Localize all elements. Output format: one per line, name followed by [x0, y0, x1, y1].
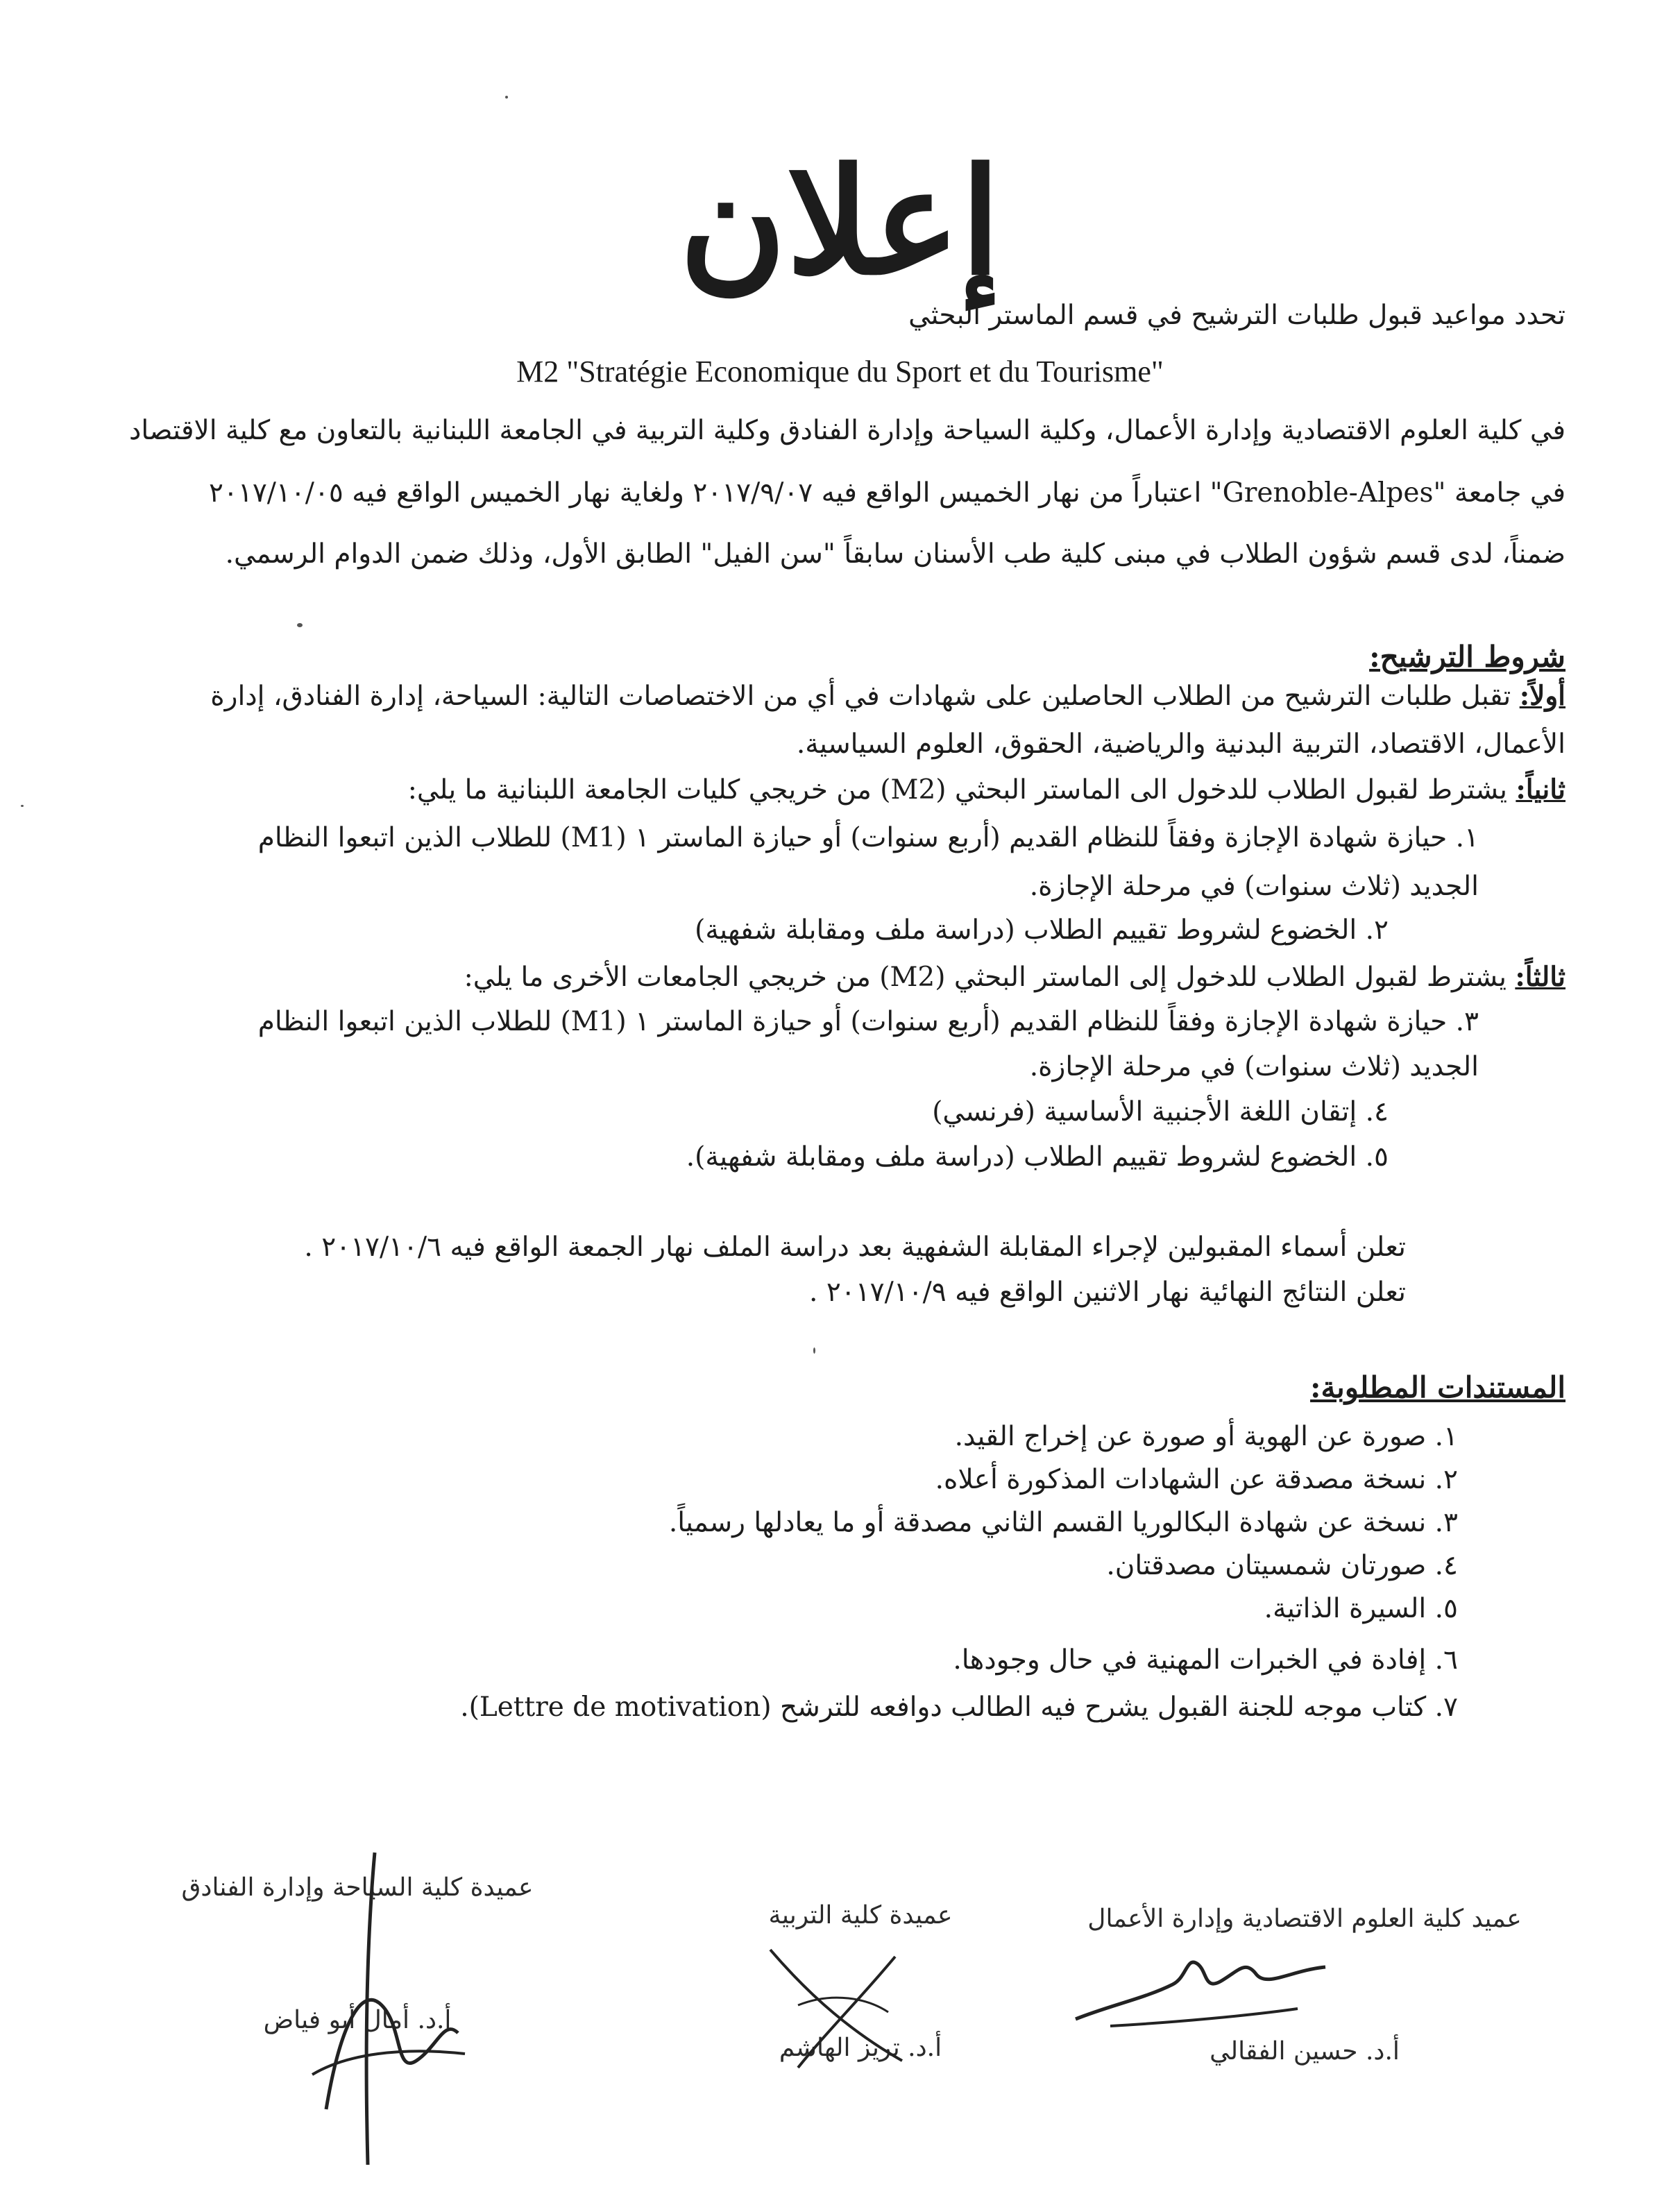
scan-speck [21, 805, 24, 807]
condition-first-label: أولاً: [1519, 680, 1566, 712]
handwritten-signature-tourism [298, 1846, 479, 2172]
signature-name-economics: أ.د. حسين الفقالي [1210, 2037, 1400, 2066]
announcement-results: تعلن النتائج النهائية نهار الاثنين الواقع فيه ٢٠١٧/١٠/٩ . [809, 1277, 1406, 1308]
scan-speck [505, 96, 508, 99]
condition-third-label: ثالثاً: [1515, 961, 1566, 993]
document-item-6: ٦. إفادة في الخبرات المهنية في حال وجودها. [953, 1644, 1458, 1676]
condition-second [408, 774, 1566, 807]
document-item-5: ٥. السيرة الذاتية. [1264, 1593, 1458, 1624]
condition-second-item-1: ١. حيازة شهادة الإجازة وفقاً للنظام القديم (أربع سنوات) أو حيازة الماستر ١ (M1) للطلاب الذين اتبعوا النظام [257, 822, 1479, 853]
condition-first-cont: الأعمال، الاقتصاد، التربية البدنية والرياضية، الحقوق، العلوم السياسية. [796, 729, 1566, 760]
paragraph-line-3: ضمناً، لدى قسم شؤون الطلاب في مبنى كلية طب الأسنان سابقاً "سن الفيل" الطابق الأول، وذلك ضمن الدوام الرسمي. [225, 538, 1566, 570]
condition-third [464, 961, 1566, 994]
conditions-heading: شروط الترشيح: [1369, 640, 1566, 674]
condition-second-intro: يشترط لقبول الطلاب للدخول الى الماستر البحثي (M2) من خريجي كليات الجامعة اللبنانية ما يلي: [407, 774, 1507, 806]
condition-first-text: تقبل طلبات الترشيح من الطلاب الحاصلين على شهادات في أي من الاختصاصات التالية: السياحة، إدارة الفنادق، إدارة [210, 681, 1511, 712]
handwritten-signature-economics [1069, 1943, 1332, 2033]
condition-third-item-3-cont: الجديد (ثلاث سنوات) في مرحلة الإجازة. [1029, 1051, 1479, 1082]
signature-title-economics: عميد كلية العلوم الاقتصادية وإدارة الأعمال [1087, 1905, 1522, 1933]
document-item-4: ٤. صورتان شمسيتان مصدقتان. [1106, 1550, 1458, 1581]
document-item-3: ٣. نسخة عن شهادة البكالوريا القسم الثاني مصدقة أو ما يعادلها رسمياً. [668, 1507, 1458, 1538]
scan-speck [813, 1347, 815, 1354]
condition-first [210, 680, 1566, 713]
condition-third-item-3: ٣. حيازة شهادة الإجازة وفقاً للنظام القديم (أربع سنوات) أو حيازة الماستر ١ (M1) للطلاب الذين اتبعوا النظام [257, 1006, 1479, 1037]
document-item-1: ١. صورة عن الهوية أو صورة عن إخراج القيد. [954, 1421, 1458, 1452]
condition-third-item-5: ٥. الخضوع لشروط تقييم الطلاب (دراسة ملف ومقابلة شفهية). [686, 1141, 1389, 1173]
signature-title-tourism: عميدة كلية السياحة وإدارة الفنادق [181, 1873, 534, 1902]
document-item-2: ٢. نسخة مصدقة عن الشهادات المذكورة أعلاه. [935, 1464, 1458, 1495]
signature-name-education: أ.د. تريز الهاشم [779, 2034, 942, 2062]
condition-second-item-2: ٢. الخضوع لشروط تقييم الطلاب (دراسة ملف ومقابلة شفهية) [695, 914, 1389, 946]
announcement-interview: تعلن أسماء المقبولين لإجراء المقابلة الشفهية بعد دراسة الملف نهار الجمعة الواقع فيه ٢٠١٧/١٠/٦ . [304, 1232, 1406, 1263]
signature-title-education: عميدة كلية التربية [768, 1901, 953, 1930]
document-title: إعلان [679, 136, 1001, 307]
scan-speck [297, 623, 303, 627]
condition-second-item-1-cont: الجديد (ثلاث سنوات) في مرحلة الإجازة. [1029, 871, 1479, 902]
program-name: M2 "Stratégie Economique du Sport et du Tourisme" [516, 355, 1164, 389]
paragraph-line-2: في جامعة "Grenoble-Alpes" اعتباراً من نهار الخميس الواقع فيه ٢٠١٧/٩/٠٧ ولغاية نهار الخميس الواقع فيه ٢٠١٧/١٠/٠٥ [208, 477, 1566, 509]
document-item-7: ٧. كتاب موجه للجنة القبول يشرح فيه الطالب دوافعه للترشح (Lettre de motivation). [460, 1692, 1458, 1723]
condition-second-label: ثانياً: [1516, 774, 1566, 806]
documents-heading: المستندات المطلوبة: [1310, 1370, 1566, 1404]
intro-line: تحدد مواعيد قبول طلبات الترشيح في قسم الماستر البحثي [908, 300, 1566, 331]
condition-third-intro: يشترط لقبول الطلاب للدخول إلى الماستر البحثي (M2) من خريجي الجامعات الأخرى ما يلي: [464, 962, 1507, 993]
handwritten-signature-education [756, 1936, 923, 2075]
condition-third-item-4: ٤. إتقان اللغة الأجنبية الأساسية (فرنسي) [932, 1096, 1389, 1127]
signature-name-tourism: أ.د. أمال أبو فياض [263, 2006, 452, 2034]
paragraph-line-1: في كلية العلوم الاقتصادية وإدارة الأعمال، وكلية السياحة وإدارة الفنادق وكلية التربية في الجامعة اللبنانية بالتعاون مع كلية الاقتصاد [129, 415, 1566, 446]
